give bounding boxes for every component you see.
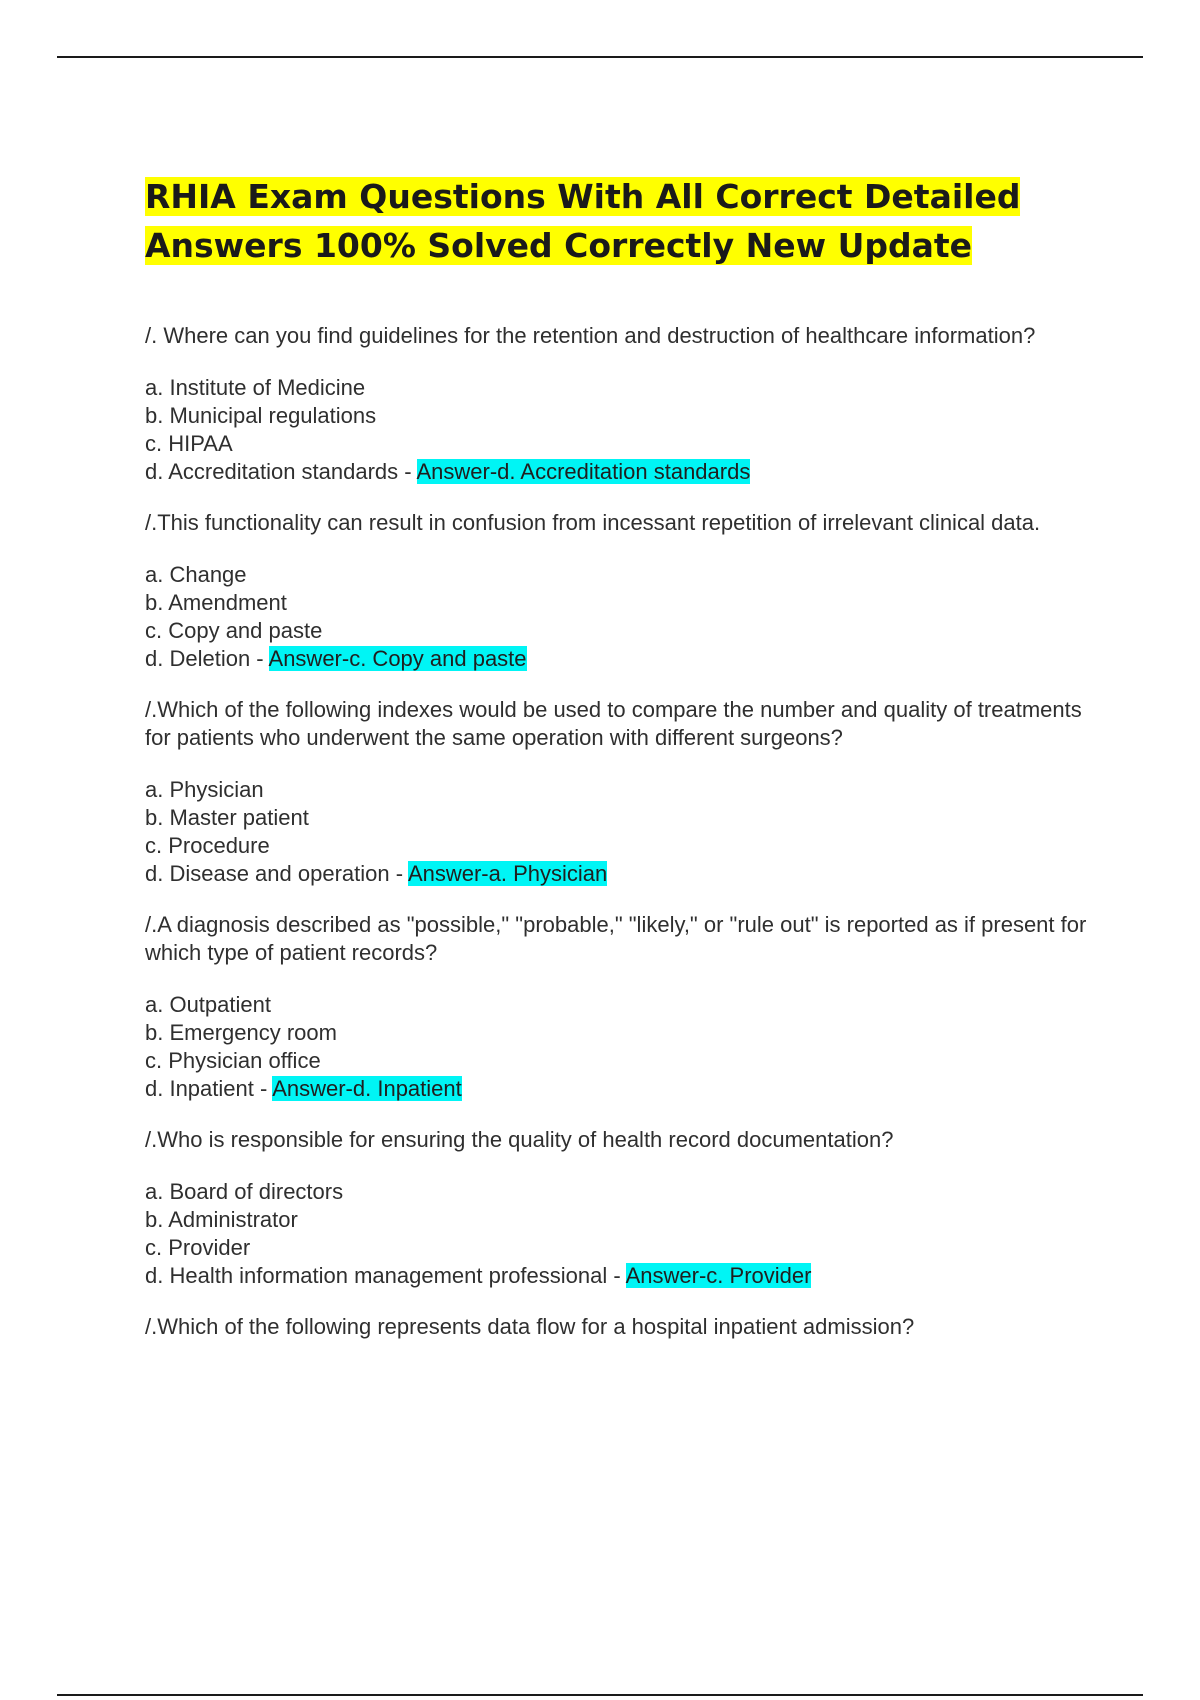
option-d-text: d. Inpatient - <box>145 1076 273 1101</box>
option-b: b. Amendment <box>145 590 287 615</box>
answer-highlight: Answer-c. Copy and paste <box>268 646 527 671</box>
option-c: c. Copy and paste <box>145 618 323 643</box>
option-b: b. Emergency room <box>145 1020 337 1045</box>
option-b: b. Municipal regulations <box>145 403 377 428</box>
options-list <box>145 561 1095 673</box>
question-text: /.This functionality can result in confusion from incessant repetition of irrelevant clinical data. <box>145 510 1041 535</box>
question-block <box>145 322 1095 486</box>
option-c: c. HIPAA <box>145 431 233 456</box>
option-d <box>145 645 1095 673</box>
question-block <box>145 509 1095 673</box>
option-a: a. Board of directors <box>145 1179 344 1204</box>
question-block <box>145 911 1095 1103</box>
option-d <box>145 458 1095 486</box>
question-text: /.Who is responsible for ensuring the quality of health record documentation? <box>145 1127 894 1152</box>
options-list <box>145 1178 1095 1290</box>
top-divider <box>57 56 1143 58</box>
question-block <box>145 1313 1095 1341</box>
option-d-text: d. Deletion - <box>145 646 269 671</box>
question-text: /.Which of the following represents data flow for a hospital inpatient admission? <box>145 1314 915 1339</box>
option-b: b. Administrator <box>145 1207 298 1232</box>
option-a: a. Institute of Medicine <box>145 375 366 400</box>
option-d-text: d. Accreditation standards - <box>145 459 417 484</box>
option-d-text: d. Disease and operation - <box>145 861 408 886</box>
option-c: c. Provider <box>145 1235 251 1260</box>
question-text: /. Where can you find guidelines for the retention and destruction of healthcare information? <box>145 323 1036 348</box>
answer-highlight: Answer-d. Inpatient <box>272 1076 462 1101</box>
options-list <box>145 374 1095 486</box>
question-text: /.Which of the following indexes would be used to compare the number and quality of treatments for patients who underwent the same operation with different surgeons? <box>145 697 1082 750</box>
question-text: /.A diagnosis described as "possible," "probable," "likely," or "rule out" is reported as if present for which type of patient records? <box>145 912 1087 965</box>
answer-highlight: Answer-d. Accreditation standards <box>416 459 751 484</box>
option-c: c. Procedure <box>145 833 270 858</box>
option-c: c. Physician office <box>145 1048 321 1073</box>
answer-highlight: Answer-a. Physician <box>407 861 608 886</box>
document-title <box>145 172 1095 270</box>
option-a: a. Change <box>145 562 247 587</box>
option-b: b. Master patient <box>145 805 309 830</box>
answer-highlight: Answer-c. Provider <box>625 1263 812 1288</box>
title-line-1: RHIA Exam Questions With All Correct Detailed <box>145 177 1021 216</box>
options-list <box>145 776 1095 888</box>
option-d <box>145 1262 1095 1290</box>
question-block <box>145 1126 1095 1290</box>
document-body <box>145 172 1095 1365</box>
question-block <box>145 696 1095 888</box>
options-list <box>145 991 1095 1103</box>
bottom-divider <box>57 1694 1143 1696</box>
option-d <box>145 1075 1095 1103</box>
option-a: a. Physician <box>145 777 264 802</box>
option-d <box>145 860 1095 888</box>
option-d-text: d. Health information management professional - <box>145 1263 626 1288</box>
option-a: a. Outpatient <box>145 992 271 1017</box>
title-line-2: Answers 100% Solved Correctly New Update <box>145 226 973 265</box>
